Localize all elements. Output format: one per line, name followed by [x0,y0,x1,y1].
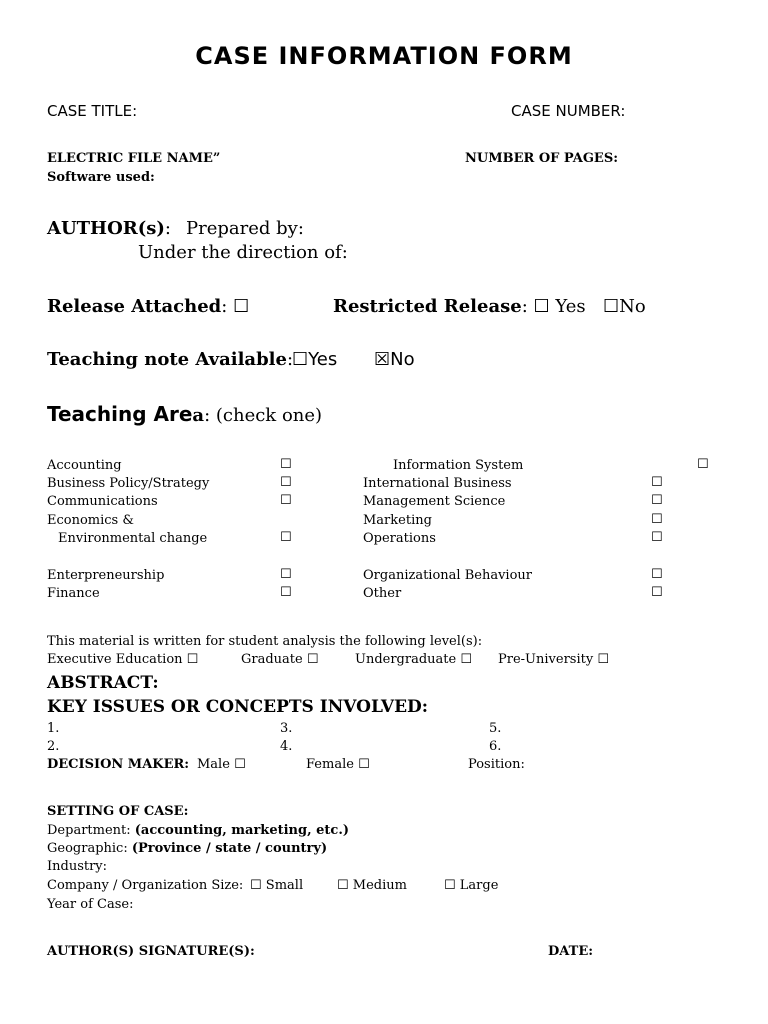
undergraduate-checkbox[interactable]: ☐ [460,652,473,667]
company-size-large: ☐ Large [444,878,499,893]
software-used-label: Software used: [47,170,155,185]
company-size-medium: ☐ Medium [337,878,407,893]
environmental-change-checkbox[interactable]: ☐ [280,530,292,545]
pre-university-checkbox[interactable]: ☐ [597,652,609,667]
finance-checkbox[interactable]: ☐ [280,585,292,600]
case-number-label: CASE NUMBER: [511,102,626,120]
abstract-heading: ABSTRACT: [47,673,159,693]
restricted-no-label: No [619,296,646,317]
teaching-note-yes-label: Yes [308,349,338,370]
area-communications: Communications [47,494,158,509]
prepared-by-label: Prepared by: [186,218,304,239]
company-size-label: Company / Organization Size: [47,878,244,893]
geographic-hint: (Province / state / country) [131,841,328,856]
key-issue-5: 5. [489,721,502,736]
teaching-note-no-option [374,349,415,370]
international-business-checkbox[interactable]: ☐ [651,475,663,490]
geographic-row [47,841,327,856]
key-issue-6: 6. [489,739,502,754]
information-system-checkbox[interactable]: ☐ [697,457,709,472]
company-size-small: ☐ Small [250,878,304,893]
department-label: Department: [47,823,135,838]
teaching-note-row: Teaching note Available: [47,349,294,370]
restricted-yes-label: Yes [555,296,586,317]
key-issues-heading: KEY ISSUES OR CONCEPTS INVOLVED: [47,697,429,717]
restricted-release-label: Restricted Release [333,296,522,317]
management-science-checkbox[interactable]: ☐ [651,493,663,508]
restricted-release-row: Restricted Release: ☐ Yes [333,296,586,317]
level-graduate: Graduate ☐ [241,652,319,667]
teaching-area-heading: Teaching Area: (check one) [47,402,323,426]
other-checkbox[interactable]: ☐ [651,585,663,600]
marketing-checkbox[interactable]: ☐ [651,512,663,527]
date-label: DATE: [548,944,594,959]
restricted-no-checkbox[interactable]: ☐ [603,296,620,317]
small-checkbox[interactable]: ☐ [250,878,262,893]
medium-checkbox[interactable]: ☐ [337,878,349,893]
teaching-note-label: Teaching note Available [47,349,287,370]
position-label: Position: [468,757,525,772]
area-business-policy: Business Policy/Strategy [47,476,210,491]
industry-label: Industry: [47,859,108,874]
teaching-note-no-label: No [390,349,415,370]
authors-colon: : [164,218,171,239]
decision-maker-male: Male ☐ [197,757,246,772]
key-issue-3: 3. [280,721,293,736]
area-management-science: Management Science [363,494,506,509]
area-environmental-change: Environmental change [58,531,208,546]
page-title: CASE INFORMATION FORM [195,42,573,70]
setting-heading: SETTING OF CASE: [47,804,189,819]
key-issue-2: 2. [47,739,60,754]
department-hint: (accounting, marketing, etc.) [134,823,349,838]
case-title-label: CASE TITLE: [47,102,138,120]
electric-file-name-label: ELECTRIC FILE NAME” [47,151,221,166]
release-attached-checkbox[interactable]: ☐ [233,296,250,317]
business-policy-checkbox[interactable]: ☐ [280,475,292,490]
area-finance: Finance [47,586,100,601]
department-row [47,823,349,838]
female-checkbox[interactable]: ☐ [358,757,370,772]
large-checkbox[interactable]: ☐ [444,878,456,893]
level-intro: This material is written for student analysis the following level(s): [47,634,483,649]
area-organizational-behaviour: Organizational Behaviour [363,568,532,583]
area-economics: Economics & [47,513,134,528]
number-of-pages-label: NUMBER OF PAGES: [465,151,619,166]
area-accounting: Accounting [47,458,122,473]
graduate-checkbox[interactable]: ☐ [306,652,319,667]
key-issue-4: 4. [280,739,293,754]
level-undergraduate: Undergraduate ☐ [355,652,473,667]
area-marketing: Marketing [363,513,432,528]
authors-label: AUTHOR(s) [47,218,165,239]
area-international-business: International Business [363,476,512,491]
area-other: Other [363,586,402,601]
authors-row [47,218,171,239]
decision-maker-female: Female ☐ [306,757,370,772]
signature-label: AUTHOR(S) SIGNATURE(S): [47,944,255,959]
male-checkbox[interactable]: ☐ [234,757,246,772]
area-enterpreneurship: Enterpreneurship [47,568,165,583]
level-executive-education: Executive Education ☐ [47,652,199,667]
teaching-note-yes-checkbox[interactable]: ☐ [292,349,309,370]
release-attached-label: Release Attached [47,296,222,317]
area-information-system: Information System [393,458,524,473]
key-issue-1: 1. [47,721,60,736]
area-operations: Operations [363,531,436,546]
level-pre-university: Pre-University ☐ [498,652,609,667]
restricted-no-option [603,296,646,317]
teaching-note-yes-option [292,349,337,370]
restricted-yes-checkbox[interactable]: ☐ [533,296,550,317]
year-of-case-label: Year of Case: [47,897,134,912]
communications-checkbox[interactable]: ☐ [280,493,292,508]
teaching-note-no-checkbox[interactable]: ☒ [374,349,391,370]
accounting-checkbox[interactable]: ☐ [280,457,292,472]
executive-education-checkbox[interactable]: ☐ [186,652,199,667]
decision-maker-label: DECISION MAKER: [47,757,190,772]
organizational-behaviour-checkbox[interactable]: ☐ [651,567,663,582]
operations-checkbox[interactable]: ☐ [651,530,663,545]
under-direction-label: Under the direction of: [138,242,348,263]
geographic-label: Geographic: [47,841,132,856]
check-one-hint: : (check one) [204,405,323,426]
teaching-area-label: Teaching Are [47,402,193,426]
release-attached-row: Release Attached: ☐ [47,296,250,317]
enterpreneurship-checkbox[interactable]: ☐ [280,567,292,582]
